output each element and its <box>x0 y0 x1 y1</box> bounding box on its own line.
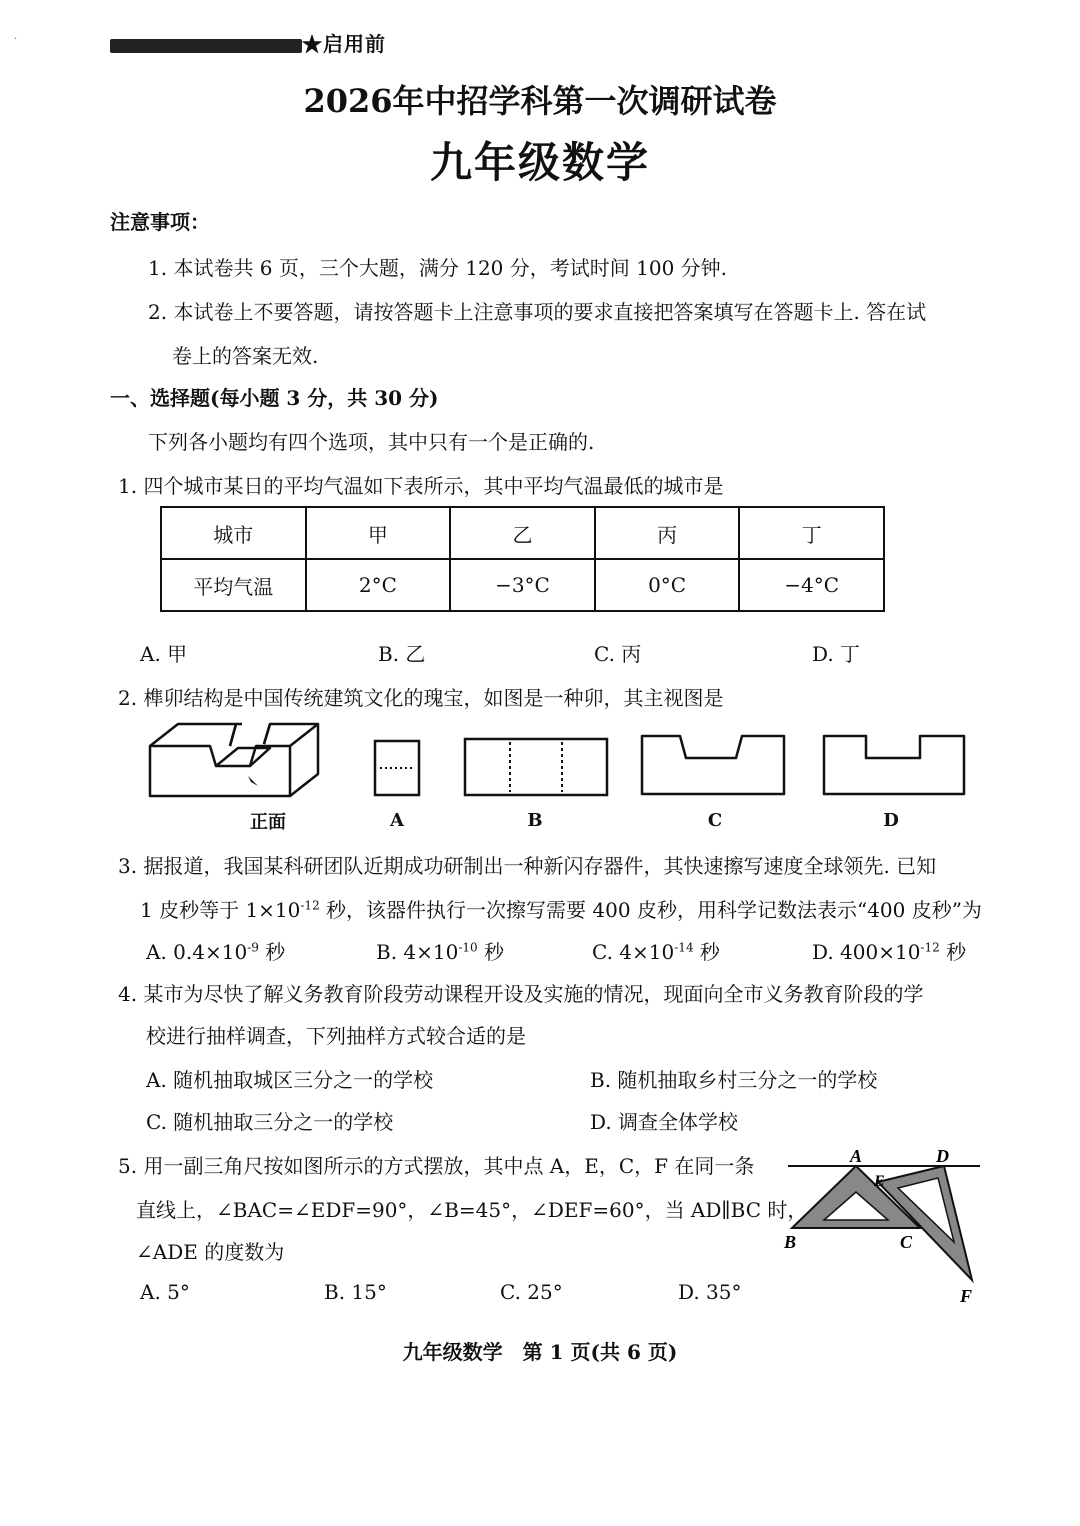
q2-label-a: A <box>390 810 404 831</box>
q3-option-d-unit: 秒 <box>939 940 967 964</box>
q4-option-b: B. 随机抽取乡村三分之一的学校 <box>590 1068 878 1092</box>
q3-option-a-base: A. 0.4×10 <box>146 940 248 964</box>
notes-heading: 注意事项： <box>110 210 210 234</box>
exam-title: 2026年中招学科第一次调研试卷 <box>303 82 777 120</box>
table-cell: 0°C <box>595 559 740 611</box>
q3-stem-b <box>140 894 982 923</box>
table-cell: 平均气温 <box>161 559 306 611</box>
table-row <box>161 559 884 611</box>
note-2a: 2. 本试卷上不要答题，请按答题卡上注意事项的要求直接把答案填写在答题卡上. 答在试 <box>148 300 927 324</box>
q3-option-d <box>812 936 966 965</box>
q1-option-d: D. 丁 <box>812 642 861 666</box>
q2-label-c: C <box>707 810 723 831</box>
q3-option-b-unit: 秒 <box>477 940 505 964</box>
q3-option-b-exp: -10 <box>458 940 478 955</box>
q4-option-c: C. 随机抽取三分之一的学校 <box>146 1110 394 1134</box>
q5-option-b: B. 15° <box>324 1280 387 1304</box>
confidential-text: ★启用前 <box>302 32 386 56</box>
subject-title: 九年级数学 <box>429 138 650 187</box>
q5-option-a: A. 5° <box>140 1280 190 1304</box>
q3-option-c <box>592 936 720 965</box>
point-label-a: A <box>850 1146 863 1166</box>
q2-option-c-figure <box>638 732 788 798</box>
q1-option-c: C. 丙 <box>594 642 642 666</box>
section1-instruction: 下列各小题均有四个选项，其中只有一个是正确的. <box>148 430 595 454</box>
q3-option-a <box>146 936 285 965</box>
q4-stem-a: 4. 某市为尽快了解义务教育阶段劳动课程开设及实施的情况，现面向全市义务教育阶段的学 <box>118 982 924 1006</box>
q3-stem-b-text: 1 皮秒等于 1×10 <box>140 898 301 922</box>
note-1: 1. 本试卷共 6 页，三个大题，满分 120 分，考试时间 100 分钟. <box>148 256 728 280</box>
q5-triangle-figure <box>780 1144 990 1314</box>
q2-label-b: B <box>527 810 543 831</box>
table-cell: 甲 <box>306 507 451 559</box>
confidential-smudge <box>110 39 302 53</box>
q5-stem-c: ∠ADE 的度数为 <box>136 1240 285 1264</box>
q3-option-d-exp: -12 <box>920 940 940 955</box>
q3-option-c-base: C. 4×10 <box>592 940 675 964</box>
q3-option-c-exp: -14 <box>674 940 694 955</box>
confidential-header <box>110 28 386 57</box>
note-2b: 卷上的答案无效. <box>172 344 319 368</box>
q3-option-a-exp: -9 <box>247 940 259 955</box>
q2-label-front: 正面 <box>250 812 286 833</box>
q1-option-b: B. 乙 <box>378 642 426 666</box>
q1-option-a: A. 甲 <box>140 642 188 666</box>
point-label-e: E <box>874 1173 885 1190</box>
q5-stem-a: 5. 用一副三角尺按如图所示的方式摆放，其中点 A，E，C，F 在同一条 <box>118 1154 755 1178</box>
q5-stem-b: 直线上，∠BAC=∠EDF=90°，∠B=45°，∠DEF=60°，当 AD∥BC 时， <box>136 1198 808 1222</box>
q4-option-a: A. 随机抽取城区三分之一的学校 <box>146 1068 434 1092</box>
q4-stem-b: 校进行抽样调查，下列抽样方式较合适的是 <box>146 1024 526 1048</box>
mortise-3d-figure <box>140 716 330 806</box>
temperature-table <box>160 506 885 612</box>
table-cell: 2°C <box>306 559 451 611</box>
q3-option-a-unit: 秒 <box>258 940 286 964</box>
q3-option-b <box>376 936 504 965</box>
q2-option-d-figure <box>820 732 968 798</box>
point-label-b: B <box>784 1232 797 1252</box>
point-label-d: D <box>936 1146 949 1166</box>
point-label-c: C <box>900 1232 913 1252</box>
q3-option-b-base: B. 4×10 <box>376 940 459 964</box>
q3-exponent: -12 <box>300 898 320 913</box>
q3-option-c-unit: 秒 <box>693 940 720 964</box>
q5-option-c: C. 25° <box>500 1280 563 1304</box>
table-cell: −4°C <box>739 559 884 611</box>
q3-option-d-base: D. 400×10 <box>812 940 921 964</box>
table-cell: 城市 <box>161 507 306 559</box>
table-cell: 丁 <box>739 507 884 559</box>
q2-label-d: D <box>883 810 899 831</box>
q3-stem-b-rest: 秒，该器件执行一次擦写需要 400 皮秒，用科学记数法表示“400 皮秒”为 <box>319 898 982 922</box>
q2-option-a-figure <box>372 738 422 798</box>
table-row <box>161 507 884 559</box>
q1-stem: 1. 四个城市某日的平均气温如下表所示，其中平均气温最低的城市是 <box>118 474 724 498</box>
point-label-f: F <box>960 1286 973 1306</box>
q2-stem: 2. 榫卯结构是中国传统建筑文化的瑰宝，如图是一种卯，其主视图是 <box>118 686 724 710</box>
q5-option-d: D. 35° <box>678 1280 742 1304</box>
q4-option-d: D. 调查全体学校 <box>590 1110 739 1134</box>
table-cell: −3°C <box>450 559 595 611</box>
q3-stem-a: 3. 据报道，我国某科研团队近期成功研制出一种新闪存器件，其快速擦写速度全球领先. 已知 <box>118 854 937 878</box>
page-footer: 九年级数学 第 1 页(共 6 页) <box>402 1340 678 1364</box>
section1-heading: 一、选择题(每小题 3 分，共 30 分) <box>110 386 439 410</box>
scan-dot: · <box>14 34 18 45</box>
table-cell: 乙 <box>450 507 595 559</box>
table-cell: 丙 <box>595 507 740 559</box>
q2-option-b-figure <box>462 736 610 798</box>
